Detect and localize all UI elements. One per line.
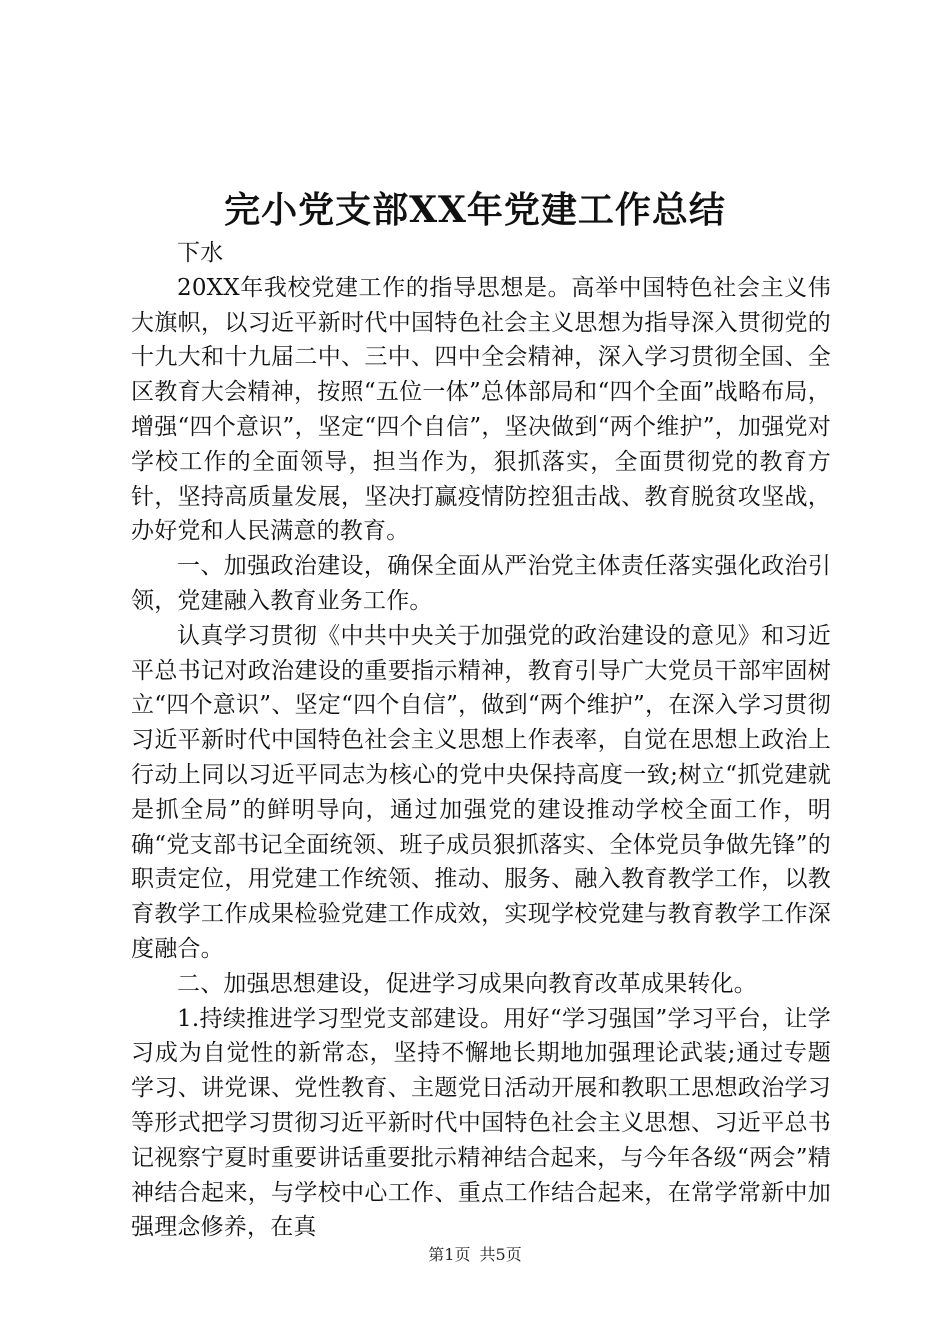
- document-body: [131, 236, 831, 1245]
- author-line: 下水: [177, 240, 224, 266]
- paragraph-political-construction: 认真学习贯彻《中共中央关于加强党的政治建设的意见》和习近平总书记对政治建设的重要指示精神，教育引导广大党员干部牢固树立“四个意识”、坚定“四个自信”，做到“两个维护”，在深入学习贯彻习近平新时代中国特色社会主义思想上作表率，自觉在思想上政治上行动上同以习近平同志为核心的党中央保持高度一致;树立“抓党建就是抓全局”的鲜明导向，通过加强党的建设推动学校全面工作，明确“党支部书记全面统领、班子成员狠抓落实、全体党员争做先锋”的职责定位，用党建工作统领、推动、服务、融入教育教学工作，以教育教学工作成果检验党建工作成效，实现学校党建与教育教学工作深度融合。: [131, 622, 831, 962]
- section-heading-ideological: 二、加强思想建设，促进学习成果向教育改革成果转化。: [177, 970, 757, 997]
- page-number: 第1页: [428, 1245, 471, 1264]
- section-heading-political: 一、加强政治建设，确保全面从严治党主体责任落实强化政治引领，党建融入教育业务工作。: [131, 553, 831, 614]
- paragraph-learning-branch: 1.持续推进学习型党支部建设。用好“学习强国”学习平台，让学习成为自觉性的新常态，坚持不懈地长期地加强理论武装;通过专题学习、讲党课、党性教育、主题党日活动开展和教职工思想政治学习等形式把学习贯彻习近平新时代中国特色社会主义思想、习近平总书记视察宁夏时重要讲话重要批示精神结合起来，与今年各级“两会”精神结合起来，与学校中心工作、重点工作结合起来，在常学常新中加强理念修养，在真: [131, 1005, 831, 1241]
- paragraph-guiding-thought: 20XX年我校党建工作的指导思想是。高举中国特色社会主义伟大旗帜，以习近平新时代中国特色社会主义思想为指导深入贯彻党的十九大和十九届二中、三中、四中全会精神，深入学习贯彻全国、全区教育大会精神，按照“五位一体”总体部局和“四个全面”战略布局，增强“四个意识”，坚定“四个自信”，坚决做到“两个维护”，加强党对学校工作的全面领导，担当作为，狠抓落实，全面贯彻党的教育方针，坚持高质量发展，坚决打赢疫情防控狙击战、教育脱贫攻坚战，办好党和人民满意的教育。: [131, 274, 831, 545]
- document-title: 完小党支部XX年党建工作总结: [224, 189, 726, 231]
- page-total: 共5页: [479, 1245, 522, 1264]
- page-footer: [0, 1244, 950, 1266]
